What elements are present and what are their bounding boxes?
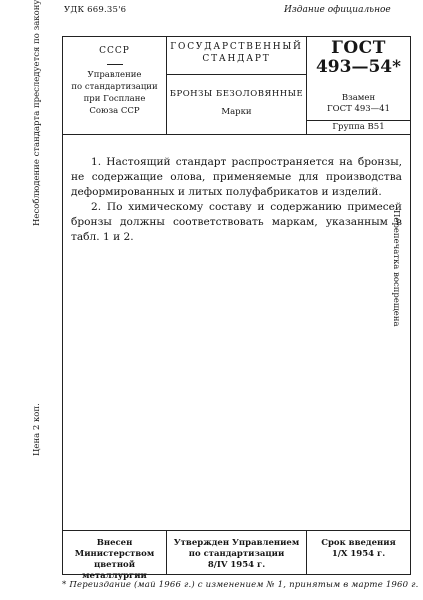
issuer-cell (63, 37, 167, 135)
udk-code: УДК 669.35'6 (64, 5, 127, 15)
document-title: БРОНЗЫ БЕЗОЛОВЯННЫЕ (169, 89, 304, 99)
country-label: СССР (99, 46, 130, 56)
official-edition-label: Издание официальное (284, 5, 391, 15)
side-note-price: Цена 2 коп. (32, 403, 42, 456)
group-label: Группа В51 (332, 122, 385, 132)
gost-label: ГОСТ (331, 38, 386, 58)
reissue-footnote: * Переиздание (май 1966 г.) с изменением № 1, принятым в марте 1960 г. (62, 580, 419, 590)
issuer-name: Управление по стандартизации при Госплане Союза ССР (71, 70, 158, 116)
replaces-info: Взамен ГОСТ 493—41 (326, 93, 390, 114)
standard-body (71, 155, 402, 245)
document-subtitle: Марки (221, 107, 252, 117)
introduced-by: Внесен Министерством цветной металлургии (63, 531, 167, 574)
side-note-law: Несоблюдение стандарта преследуется по закону (32, 0, 42, 226)
gost-number: 493—54* (315, 57, 402, 77)
paragraph-1: 1. Настоящий стандарт распространяется на бронзы, не содержащие олова, применяемые для производства деформированных и литых полуфабрикатов и изделий. (71, 156, 402, 198)
approved-by: Утвержден Управлением по стандартизации 8/IV 1954 г. (167, 531, 307, 574)
side-note-reprint: Перепечатка воспрещена (391, 210, 401, 327)
group-cell (307, 121, 410, 135)
paragraph-2: 2. По химическому составу и содержанию примесей бронзы должны соответствовать маркам, указанным в табл. 1 и 2. (71, 201, 402, 243)
gost-number-cell (307, 37, 410, 121)
divider (107, 64, 123, 65)
standard-type: ГОСУДАРСТВЕННЫЙ СТАНДАРТ (170, 42, 303, 64)
effective-date: Срок введения 1/X 1954 г. (321, 538, 396, 559)
document-frame (62, 36, 411, 581)
title-cell (167, 37, 307, 135)
